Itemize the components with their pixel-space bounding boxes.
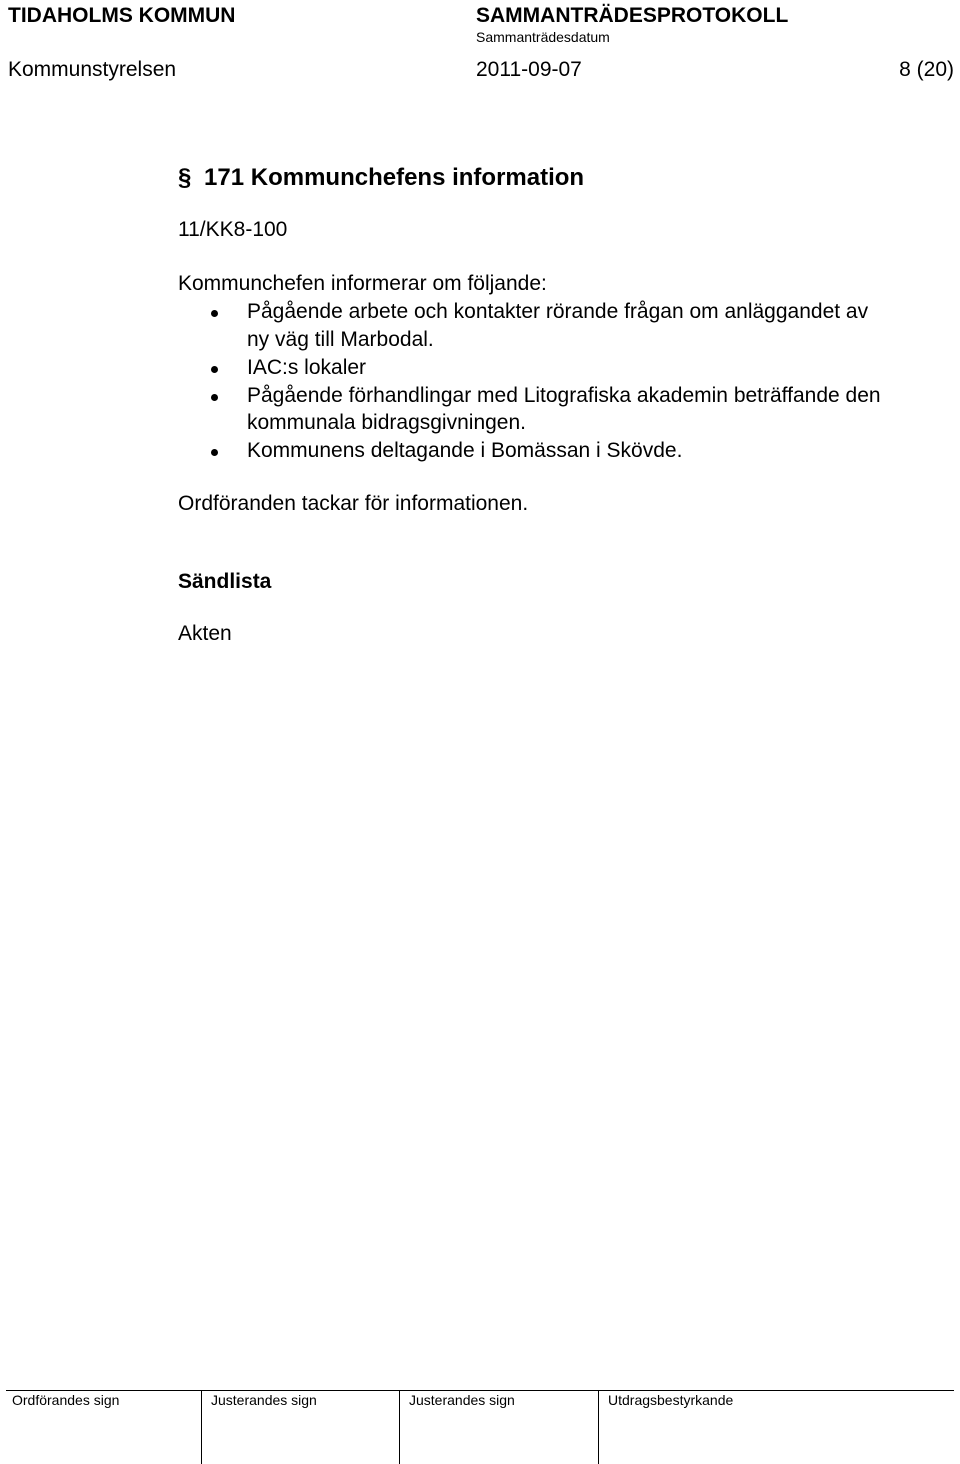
section-title: 171 Kommunchefens information xyxy=(204,164,585,191)
meeting-date: 2011-09-07 xyxy=(476,58,582,81)
adjuster-signature-label: Justerandes sign xyxy=(211,1392,317,1408)
page-number: 8 (20) xyxy=(899,58,954,81)
footer-divider xyxy=(6,1390,954,1391)
bullet-text-continued: ny väg till Marbodal. xyxy=(247,328,434,351)
bullet-icon xyxy=(211,394,218,401)
adjuster-signature-label: Justerandes sign xyxy=(409,1392,515,1408)
case-number: 11/KK8-100 xyxy=(178,218,288,241)
distribution-item: Akten xyxy=(178,622,232,645)
section-heading xyxy=(178,164,584,192)
bullet-text: Pågående arbete och kontakter rörande frågan om anläggandet av xyxy=(247,300,869,323)
bullet-icon xyxy=(211,310,218,317)
footer-cell-divider xyxy=(201,1390,202,1464)
organization-name: TIDAHOLMS KOMMUN xyxy=(8,4,236,27)
section-symbol: § xyxy=(178,164,192,191)
bullet-icon xyxy=(211,366,218,373)
footer-cell-divider xyxy=(399,1390,400,1464)
date-label: Sammanträdesdatum xyxy=(476,29,610,45)
chair-signature-label: Ordförandes sign xyxy=(12,1392,120,1408)
distribution-heading: Sändlista xyxy=(178,570,272,593)
document-type: SAMMANTRÄDESPROTOKOLL xyxy=(476,4,789,27)
certification-label: Utdragsbestyrkande xyxy=(608,1392,734,1408)
bullet-text: IAC:s lokaler xyxy=(247,356,367,379)
intro-text: Kommunchefen informerar om följande: xyxy=(178,272,547,295)
committee-name: Kommunstyrelsen xyxy=(8,58,177,81)
bullet-text-continued: kommunala bidragsgivningen. xyxy=(247,411,526,434)
bullet-text: Pågående förhandlingar med Litografiska akademin beträffande den xyxy=(247,384,881,407)
closing-text: Ordföranden tackar för informationen. xyxy=(178,492,529,515)
footer-cell-divider xyxy=(598,1390,599,1464)
bullet-icon xyxy=(211,449,218,456)
bullet-text: Kommunens deltagande i Bomässan i Skövde. xyxy=(247,439,683,462)
